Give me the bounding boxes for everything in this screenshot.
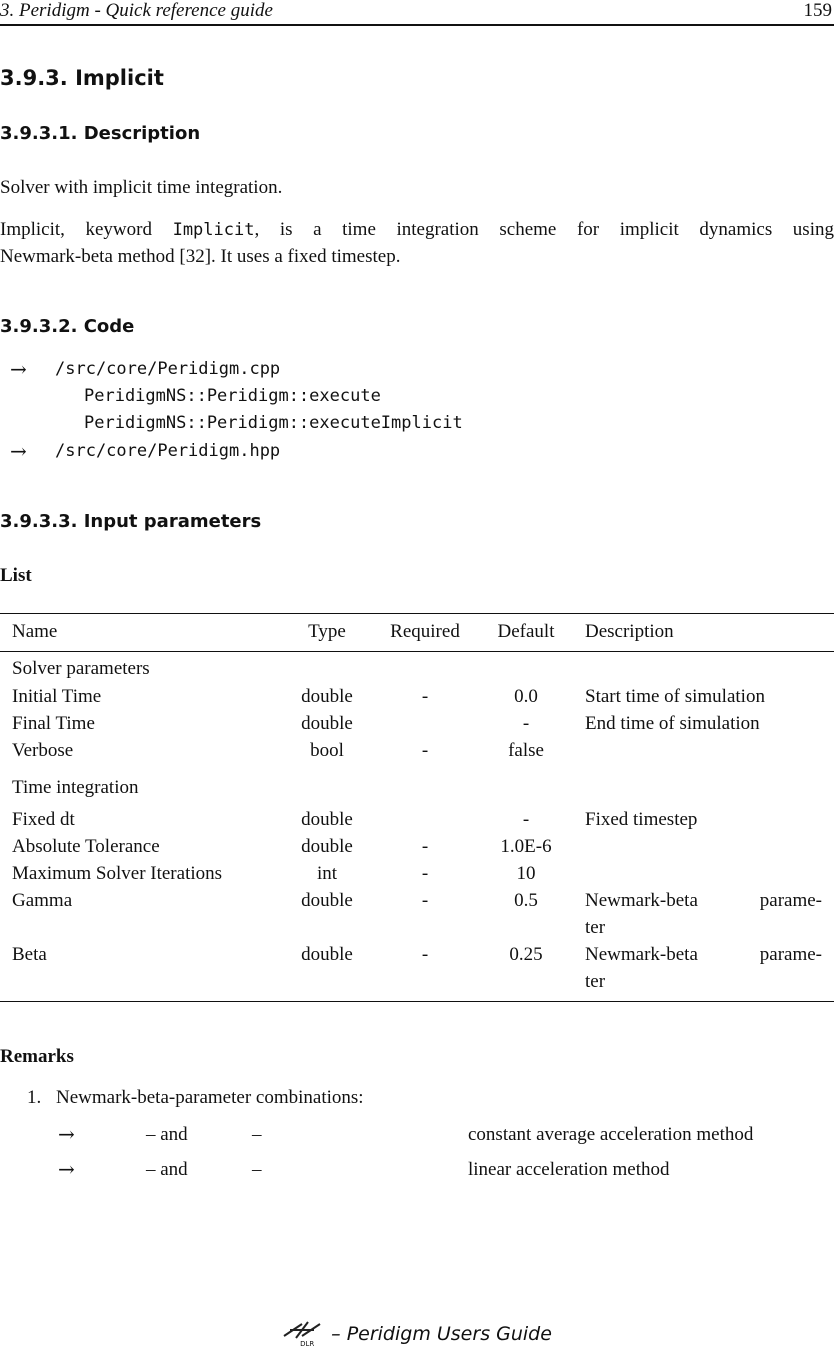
table-top-rule xyxy=(0,613,834,614)
combo-gamma: – and xyxy=(146,1124,188,1145)
table-cell-default: 0.0 xyxy=(514,686,538,707)
table-cell-default: - xyxy=(522,809,530,830)
table-cell-default: 1.0E-6 xyxy=(500,836,552,857)
table-group-title: Solver parameters xyxy=(12,658,150,679)
code-path: /src/core/Peridigm.cpp xyxy=(55,359,281,379)
table-cell-required: - xyxy=(421,944,429,965)
arrow-icon: → xyxy=(58,1122,75,1146)
combo-method: constant average acceleration method xyxy=(468,1124,754,1145)
table-cell-name: Verbose xyxy=(12,740,74,761)
table-cell-description-cont: ter xyxy=(585,917,606,938)
arrow-icon: → xyxy=(10,357,27,381)
remarks-item-text: Newmark-beta-parameter combinations: xyxy=(56,1087,364,1108)
description-heading: 3.9.3.1. Description xyxy=(0,123,201,144)
page-number: 159 xyxy=(803,0,832,21)
code-function: PeridigmNS::Peridigm::executeImplicit xyxy=(84,413,463,433)
table-bottom-rule xyxy=(0,1001,834,1002)
table-cell-default: false xyxy=(508,740,544,761)
remarks-heading: Remarks xyxy=(0,1046,74,1067)
table-group-title: Time integration xyxy=(12,777,139,798)
table-cell-type: double xyxy=(301,890,353,911)
header-rule xyxy=(0,24,834,26)
table-header-rule xyxy=(0,651,834,652)
code-path: /src/core/Peridigm.hpp xyxy=(55,441,281,461)
table-cell-required: - xyxy=(421,740,429,761)
table-cell-name: Maximum Solver Iterations xyxy=(12,863,223,884)
column-header-name: Name xyxy=(12,621,58,642)
combo-beta: – xyxy=(252,1124,262,1145)
keyword-implicit: Implicit xyxy=(172,220,255,240)
list-label: List xyxy=(0,565,32,586)
table-cell-type: double xyxy=(301,809,353,830)
table-cell-description-cont: ter xyxy=(585,971,606,992)
table-cell-name: Beta xyxy=(12,944,47,965)
column-header-type: Type xyxy=(308,621,346,642)
combo-method: linear acceleration method xyxy=(468,1159,670,1180)
table-cell-name: Final Time xyxy=(12,713,95,734)
table-cell-type: double xyxy=(301,944,353,965)
table-cell-default: 0.25 xyxy=(509,944,543,965)
table-cell-name: Gamma xyxy=(12,890,73,911)
table-cell-default: - xyxy=(522,713,530,734)
footer-text: – Peridigm Users Guide xyxy=(331,1323,552,1345)
table-cell-type: bool xyxy=(310,740,344,761)
table-cell-description: Newmark-beta parame- xyxy=(585,944,822,965)
table-cell-required: - xyxy=(421,890,429,911)
description-paragraph-line2: Newmark-beta method [32]. It uses a fixed timestep. xyxy=(0,246,401,267)
code-heading: 3.9.3.2. Code xyxy=(0,316,135,337)
table-cell-type: int xyxy=(316,863,338,884)
table-cell-description: Newmark-beta parame- xyxy=(585,890,822,911)
table-cell-required: - xyxy=(421,863,429,884)
description-paragraph: Implicit, keyword Implicit, is a time integration scheme for implicit dynamics using xyxy=(0,219,834,240)
table-cell-name: Absolute Tolerance xyxy=(12,836,160,857)
column-header-required: Required xyxy=(390,621,460,642)
section-title: 3.9.3. Implicit xyxy=(0,66,164,90)
table-cell-description: Start time of simulation xyxy=(585,686,765,707)
remarks-item-number: 1. xyxy=(27,1087,42,1108)
table-cell-type: double xyxy=(301,713,353,734)
table-cell-default: 10 xyxy=(516,863,536,884)
description-line: Solver with implicit time integration. xyxy=(0,177,283,198)
column-header-description: Description xyxy=(585,621,674,642)
footer xyxy=(0,1320,834,1348)
combo-gamma: – and xyxy=(146,1159,188,1180)
table-cell-name: Initial Time xyxy=(12,686,102,707)
arrow-icon: → xyxy=(58,1157,75,1181)
table-cell-required: - xyxy=(421,686,429,707)
column-header-default: Default xyxy=(497,621,555,642)
table-cell-description: End time of simulation xyxy=(585,713,760,734)
table-cell-type: double xyxy=(301,836,353,857)
input-parameters-heading: 3.9.3.3. Input parameters xyxy=(0,511,262,532)
code-function: PeridigmNS::Peridigm::execute xyxy=(84,386,381,406)
arrow-icon: → xyxy=(10,439,27,463)
table-cell-type: double xyxy=(301,686,353,707)
table-cell-required: - xyxy=(421,836,429,857)
table-cell-default: 0.5 xyxy=(514,890,538,911)
dlr-logo-icon: DLR xyxy=(282,1320,326,1348)
combo-beta: – xyxy=(252,1159,262,1180)
running-header-chapter: 3. Peridigm - Quick reference guide xyxy=(0,0,273,21)
table-cell-description: Fixed timestep xyxy=(585,809,698,830)
table-cell-name: Fixed dt xyxy=(12,809,75,830)
